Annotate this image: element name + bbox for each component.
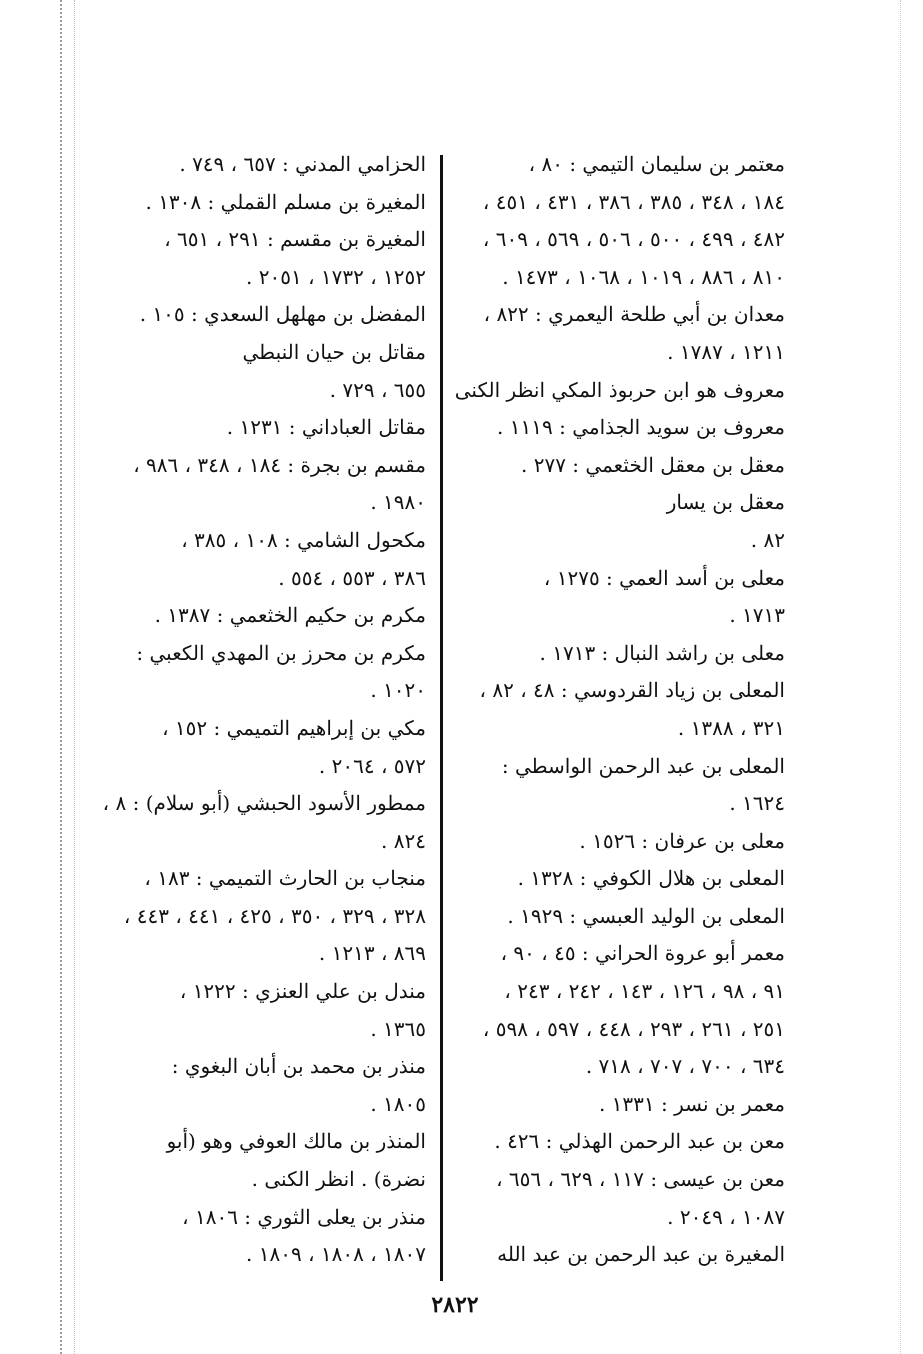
index-entry-line: معقل بن يسار [666,490,785,515]
index-entry-line: ٨١٠ ، ٨٨٦ ، ١٠١٩ ، ١٠٦٨ ، ١٤٧٣ . [502,264,785,289]
index-entry-line: ٤٨٢ ، ٤٩٩ ، ٥٠٠ ، ٥٠٦ ، ٥٦٩ ، ٦٠٩ ، [482,227,785,252]
index-entry-line: منجاب بن الحارث التميمي : ١٨٣ ، [144,866,426,891]
index-entry-line: المغيرة بن عبد الرحمن بن عبد الله [497,1242,785,1267]
index-entry-line: المعلى بن هلال الكوفي : ١٣٢٨ . [517,866,785,891]
index-entry-line: ٥٧٢ ، ٢٠٦٤ . [318,753,426,778]
index-entry-line: مقاتل العباداني : ١٢٣١ . [226,415,426,440]
index-entry-line: ٣٢٨ ، ٣٢٩ ، ٣٥٠ ، ٤٢٥ ، ٤٤١ ، ٤٤٣ ، [123,903,426,928]
index-entry-line: ٣٢١ ، ١٣٨٨ . [677,715,785,740]
index-entry-line: منذر بن يعلى الثوري : ١٨٠٦ ، [182,1204,426,1229]
index-entry-line: ٨٢٤ . [381,828,426,853]
index-entry-line: ١٨٤ ، ٣٤٨ ، ٣٨٥ ، ٣٨٦ ، ٤٣١ ، ٤٥١ ، [482,189,785,214]
index-entry-line: ٦٥٥ ، ٧٢٩ . [329,377,426,402]
scan-margin-dots [900,0,901,1354]
index-column-right [452,146,785,1274]
index-entry-line: معروف بن سويد الجذامي : ١١١٩ . [497,415,785,440]
index-entry-line: معتمر بن سليمان التيمي : ٨٠ ، [528,152,785,176]
column-divider [440,155,443,1281]
page-number: ٢٨٢٢ [431,1292,479,1318]
index-entry-line: معن بن عيسى : ١١٧ ، ٦٢٩ ، ٦٥٦ ، [496,1167,785,1192]
index-entry-line: المنذر بن مالك العوفي وهو (أبو [166,1129,426,1154]
index-entry-line: معروف هو ابن حربوذ المكي انظر الكنى [454,377,785,402]
index-entry-line: ٨٦٩ ، ١٢١٣ . [318,941,426,966]
index-entry-line: نضرة) . انظر الكنى . [251,1167,426,1192]
index-entry-line: ١٦٢٤ . [729,791,785,816]
index-column-left [98,146,426,1274]
index-entry-line: معمر بن نسر : ١٣٣١ . [598,1091,785,1116]
scan-margin-dots [60,0,62,1354]
index-entry-line: معلى بن أسد العمي : ١٢٧٥ ، [543,565,785,590]
index-entry-line: ٦٣٤ ، ٧٠٠ ، ٧٠٧ ، ٧١٨ . [585,1054,785,1079]
index-entry-line: ٨٢ . [750,527,785,552]
index-entry-line: ١٢١١ ، ١٧٨٧ . [667,339,785,364]
index-entry-line: المعلى بن زياد القردوسي : ٤٨ ، ٨٢ ، [479,678,785,703]
index-entry-line: المغيرة بن مسلم القملي : ١٣٠٨ . [145,189,426,214]
index-entry-line: معلى بن راشد النبال : ١٧١٣ . [539,640,785,665]
index-entry-line: ١٢٥٢ ، ١٧٣٢ ، ٢٠٥١ . [246,264,426,289]
index-entry-line: المعلى بن الوليد العبسي : ١٩٢٩ . [507,903,785,928]
index-entry-line: معن بن عبد الرحمن الهذلي : ٤٢٦ . [494,1129,785,1154]
index-entry-line: ممطور الأسود الحبشي (أبو سلام) : ٨ ، [102,791,426,816]
scan-margin-dots [74,0,75,1354]
index-entry-line: مكحول الشامي : ١٠٨ ، ٣٨٥ ، [181,527,426,552]
index-entry-line: ١٠٨٧ ، ٢٠٤٩ . [667,1204,785,1229]
index-entry-line: ١٣٦٥ . [370,1016,426,1041]
index-entry-line: ١٠٢٠ . [370,678,426,703]
index-entry-line: ١٩٨٠ . [370,490,426,515]
index-entry-line: ١٨٠٥ . [370,1091,426,1116]
index-entry-line: ٢٥١ ، ٢٦١ ، ٢٩٣ ، ٤٤٨ ، ٥٩٧ ، ٥٩٨ ، [482,1016,785,1041]
index-entry-line: منذر بن محمد بن أبان البغوي : [171,1054,426,1079]
index-entry-line: ١٧١٣ . [729,603,785,628]
index-entry-line: معلى بن عرفان : ١٥٢٦ . [579,828,785,853]
index-entry-line: مندل بن علي العنزي : ١٢٢٢ ، [179,979,426,1004]
index-entry-line: ٣٨٦ ، ٥٥٣ ، ٥٥٤ . [278,565,426,590]
index-entry-line: المغيرة بن مقسم : ٢٩١ ، ٦٥١ ، [164,227,426,252]
index-entry-line: مكرم بن حكيم الخثعمي : ١٣٨٧ . [154,603,426,628]
index-entry-line: مكرم بن محرز بن المهدي الكعبي : [136,640,426,665]
index-entry-line: مقسم بن بجرة : ١٨٤ ، ٣٤٨ ، ٩٨٦ ، [133,452,426,477]
index-entry-line: الحزامي المدني : ٦٥٧ ، ٧٤٩ . [179,152,426,176]
index-entry-line: معدان بن أبي طلحة اليعمري : ٨٢٢ ، [483,302,785,327]
index-entry-line: معقل بن معقل الخثعمي : ٢٧٧ . [521,452,785,477]
index-entry-line: مكي بن إبراهيم التميمي : ١٥٢ ، [162,715,426,740]
index-entry-line: معمر أبو عروة الحراني : ٤٥ ، ٩٠ ، [500,941,785,966]
index-entry-line: مقاتل بن حيان النبطي [242,339,426,364]
index-entry-line: المفضل بن مهلهل السعدي : ١٠٥ . [139,302,426,327]
index-entry-line: ٩١ ، ٩٨ ، ١٢٦ ، ١٤٣ ، ٢٤٢ ، ٢٤٣ ، [504,979,785,1004]
index-entry-line: المعلى بن عبد الرحمن الواسطي : [501,753,785,778]
index-entry-line: ١٨٠٧ ، ١٨٠٨ ، ١٨٠٩ . [246,1242,426,1267]
